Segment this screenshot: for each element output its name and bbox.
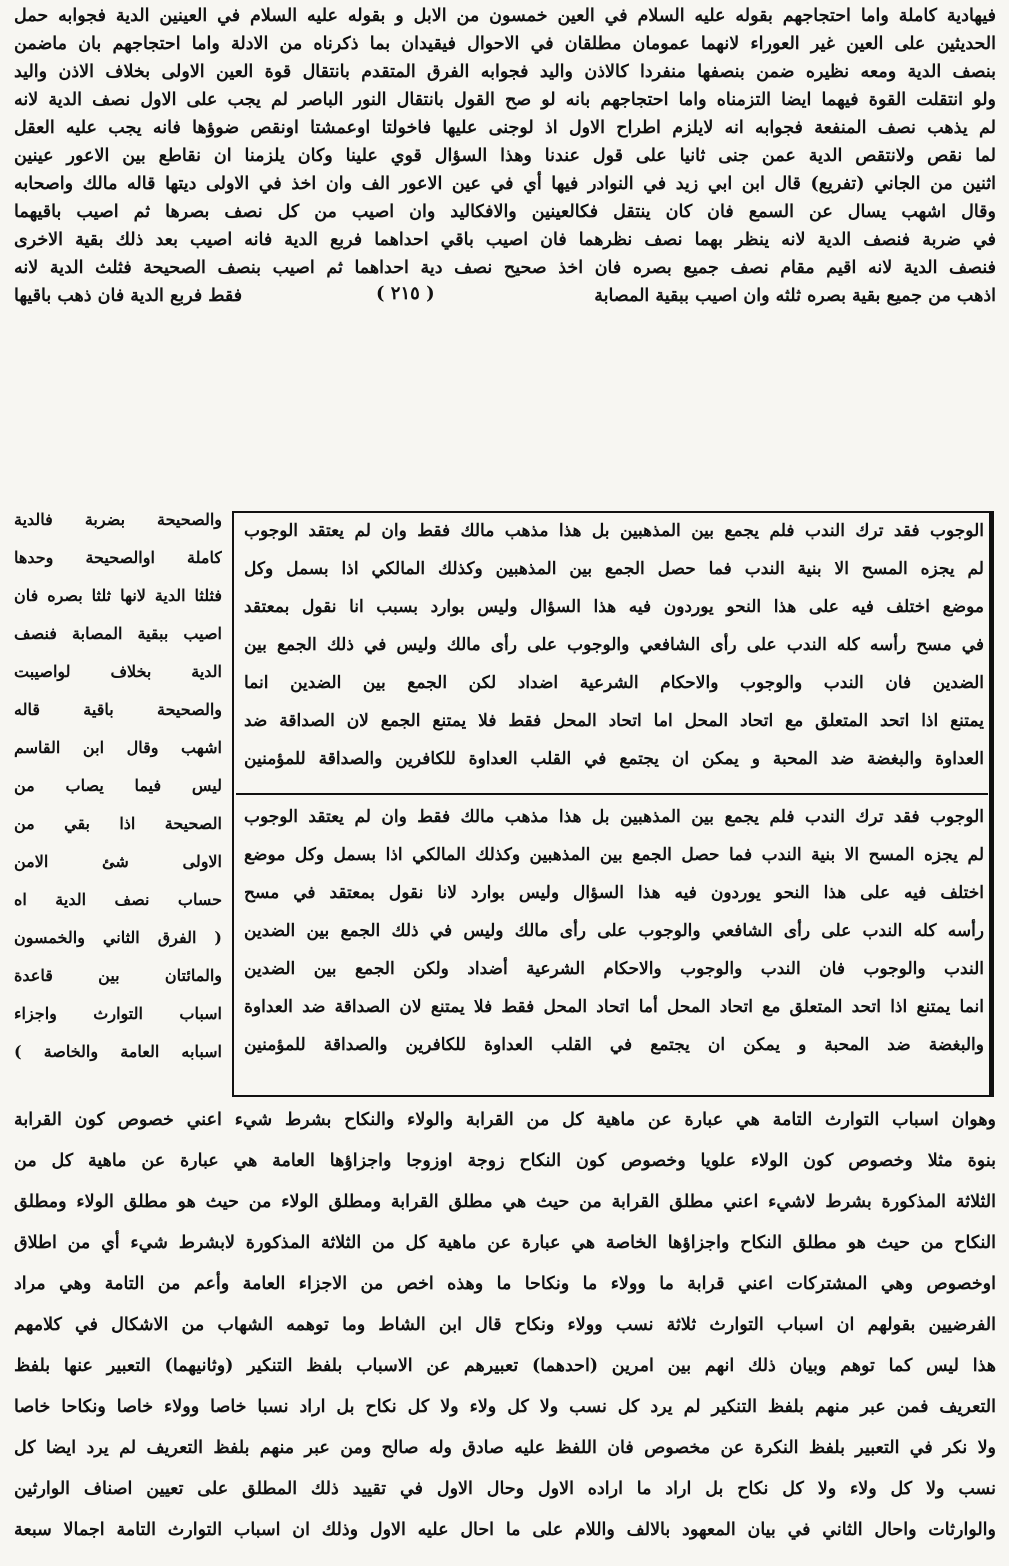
text-line: بنوة مثلا وخصوص كون الولاء علويا وخصوص كون النكاح زوجة اوزوجا واجزاؤها العامة هي عبارة عن ماهية كل من (14, 1151, 996, 1171)
side-line: اسباب التوارث واجزاء (14, 1004, 222, 1023)
text-line: هذا ليس كما توهم وبيان ذلك انهم بين امرين (احدهما) تعبيرهم عن الاسباب بلفظ التنكير (وثانيهما) التعبير عنها بلفظ (14, 1356, 996, 1376)
side-line: فثلثا الدية لانها ثلثا بصره فان (14, 586, 222, 605)
box-line: لم يجزه المسح الا بنية الندب فما حصل الجمع بين المذهبين وكذلك المالكي اذا بسمل وكل (244, 559, 984, 579)
side-line: اسبابه العامة والخاصة ) (14, 1042, 222, 1061)
box-line: رأسه كله الندب على رأى الشافعي والوجوب على رأى مالك وليس في ذلك الجمع بين الضدين (244, 921, 984, 941)
side-line: اصيب ببقية المصابة فنصف (14, 624, 222, 643)
text-line: الفرضيين بقولهم ان اسباب التوارث ثلاثة نسب وولاء ونكاح قال ابن الشاط وما توهمه الشهاب من الاشكال في كلامهم (14, 1315, 996, 1335)
box-line: الندب والوجوب فان الندب والوجوب والاحكام الشرعية أضداد ولكن الجمع بين الضدين (244, 959, 984, 979)
text-line: اثنين من الجاني (تفريع) قال ابن ابي زيد في النوادر فيها أي في عين الاعور الف وان اخذ في الاولى ديتها قاله مالك واصحابه (14, 174, 996, 194)
side-line: الصحيحة اذا بقي من (14, 814, 222, 833)
text-line: فيهادية كاملة واما احتجاجهم بقوله عليه السلام في العين خمسون من الابل و بقوله عليه السلام في العينين الدية فجوابه حمل (14, 6, 996, 26)
text-line: ولو انتقلت القوة فيهما ايضا التزمناه واما احتجاجهم بانه لو صح القول بانتقال النور الباصر لم يجب على الاول نصف الدية لانه (14, 90, 996, 110)
text-line-right-part: اذهب من جميع بقية بصره ثلثه وان اصيب ببقية المصابة (594, 286, 996, 306)
side-line: حساب نصف الدية اه (14, 890, 222, 909)
text-line-left-part: فقط فربع الدية فان ذهب باقيها (14, 286, 243, 306)
box-line: اختلف فيه على هذا النحو يوردون فيه هذا السؤال وليس بوارد لانا نقول بمعتقد في مسح (244, 883, 984, 903)
side-line: الاولى شئ الامن (14, 852, 222, 871)
text-line: نسب ولا كل ولاء ولا كل نكاح بل اراد ما اراده الاول وحال الاول في تقييد ذلك المطلق على تعيين اصناف الوارثين (14, 1479, 996, 1499)
text-line: لما نقص ولانتقص الدية عمن جنى ثانيا على قول عندنا وهذا السؤال قوي علينا وكان يلزمنا ان نقاطع بين الاعور عينين (14, 146, 996, 166)
text-line: النكاح من حيث هو مطلق النكاح واجزاؤها الخاصة هي عبارة عن ماهية كل من الثلاثة المذكورة لابشرط شيء أي من اطلاق (14, 1233, 996, 1253)
text-line: اوخصوص وهي المشتركات اعني قرابة ما وولاء ما ونكاحا ما وهذه اخص من الاجزاء العامة وأعم من التامة وهي مراد (14, 1274, 996, 1294)
text-line: وهوان اسباب التوارث التامة هي عبارة عن ماهية كل من القرابة والولاء والنكاح بشرط شيء اعني خصوص كون القرابة (14, 1110, 996, 1130)
box-line: والبغضة ضد المحبة و يمكن ان يجتمع في القلب العداوة للكافرين والصداقة للمؤمنين (244, 1035, 984, 1055)
box-line: انما يمتنع اذا اتحد المتعلق مع اتحاد المحل أما اتحاد المحل فقط فلا يمتنع لان الصداقة ضد العداوة (244, 997, 984, 1017)
margin-box-divider (236, 793, 988, 795)
side-line: كاملة اوالصحيحة وحدها (14, 548, 222, 567)
side-line: والصحيحة باقية قاله (14, 700, 222, 719)
text-line: ولا نكر في التعبير بلفظ النكرة عن مخصوص فان اللفظ عليه صادق وله صالح ومن عبر منهم بلفظ التعريف لم يرد ايضا كل (14, 1438, 996, 1458)
side-line: ( الفرق الثاني والخمسون (14, 928, 222, 947)
box-line: الوجوب فقد ترك الندب فلم يجمع بين المذهبين بل هذا مذهب مالك فقط وان لم يعتقد الوجوب (244, 521, 984, 541)
text-line: التعريف فمن عبر منهم بلفظ التنكير لم يرد كل نسب ولا كل ولاء ولا كل نكاح بل اراد نسبا خاصا وولاء خاصا ونكاحا خاصا (14, 1397, 996, 1417)
text-line: وقال اشهب يسال عن السمع فان كان ينتقل فكالعينين والافكاليد وان اصيب من كل نصف بصرها ثم اصيب باقيهما (14, 202, 996, 222)
side-line: الدية بخلاف لواصيبت (14, 662, 222, 681)
side-line: ليس فيما يصاب من (14, 776, 222, 795)
page-number: ( ٢١٥ ) (376, 283, 435, 304)
text-line: والوارثات واحال الثاني في بيان المعهود بالالف واللام على ما احال عليه الاول وذلك ان اسباب التوارث التامة اجمالا سبعة (14, 1520, 996, 1540)
box-line: يمتنع اذا اتحد المتعلق مع اتحاد المحل اما اتحاد المحل فقط فلا يمتنع الجمع لان الصداقة ضد (244, 711, 984, 731)
box-line: الضدين فان الندب والوجوب والاحكام الشرعية اضداد لكن الجمع بين الضدين انما (244, 673, 984, 693)
box-line: لم يجزه المسح الا بنية الندب فما حصل الجمع بين المذهبين وكذلك المالكي اذا بسمل وكل موضع (244, 845, 984, 865)
box-line: العداوة والبغضة ضد المحبة و يمكن ان يجتمع في القلب العداوة للكافرين والصداقة للمؤمنين (244, 749, 984, 769)
text-line: فنصف الدية لانه اقيم مقام نصف جميع بصره فان اخذ صحيح نصف دية احداهما ثم اصيب بنصف الصحيحة فثلث الدية لانه (14, 258, 996, 278)
box-line: موضع اختلف فيه على هذا النحو يوردون فيه هذا السؤال وليس بوارد بسبب انا نقول بمعتقد (244, 597, 984, 617)
side-line: والصحيحة بضربة فالدية (14, 510, 222, 529)
text-line: الحديثين على العين غير العوراء لانهما عمومان مطلقان في الاحوال فيقيدان بما ذكرناه من الادلة واما احتجاجهم بان ماضمن (14, 34, 996, 54)
text-line: الثلاثة المذكورة بشرط لاشيء اعني مطلق القرابة من حيث هي مطلق القرابة ومطلق الولاء من حيث هو مطلق الولاء ومطلق (14, 1192, 996, 1212)
text-line: بنصف الدية ومعه نظيره ضمن بنصفها منفردا كالاذن واليد فجوابه الفرق المتقدم بانتقال قوة العين الاولى بخلاف الاذن واليد (14, 62, 996, 82)
text-line: في ضربة فنصف الدية لانه ينظر بهما نصف نظرهما فان اصيب باقي احداهما فربع الدية فانه اصيب بعد ذلك بقية الاخرى (14, 230, 996, 250)
side-line: اشهب وقال ابن القاسم (14, 738, 222, 757)
side-line: والمائتان بين قاعدة (14, 966, 222, 985)
box-line: في مسح رأسه كله الندب على رأى الشافعي والوجوب على رأى مالك وليس في ذلك الجمع بين (244, 635, 984, 655)
text-line: لم يذهب نصف المنفعة فجوابه انه لايلزم اطراح الاول اذ لوجنى عليها فاخولتا اوعمشتا اونقص ضوؤها فانه يجب عليه العقل (14, 118, 996, 138)
box-line: الوجوب فقد ترك الندب فلم يجمع بين المذهبين بل هذا مذهب مالك فقط وان لم يعتقد الوجوب (244, 807, 984, 827)
